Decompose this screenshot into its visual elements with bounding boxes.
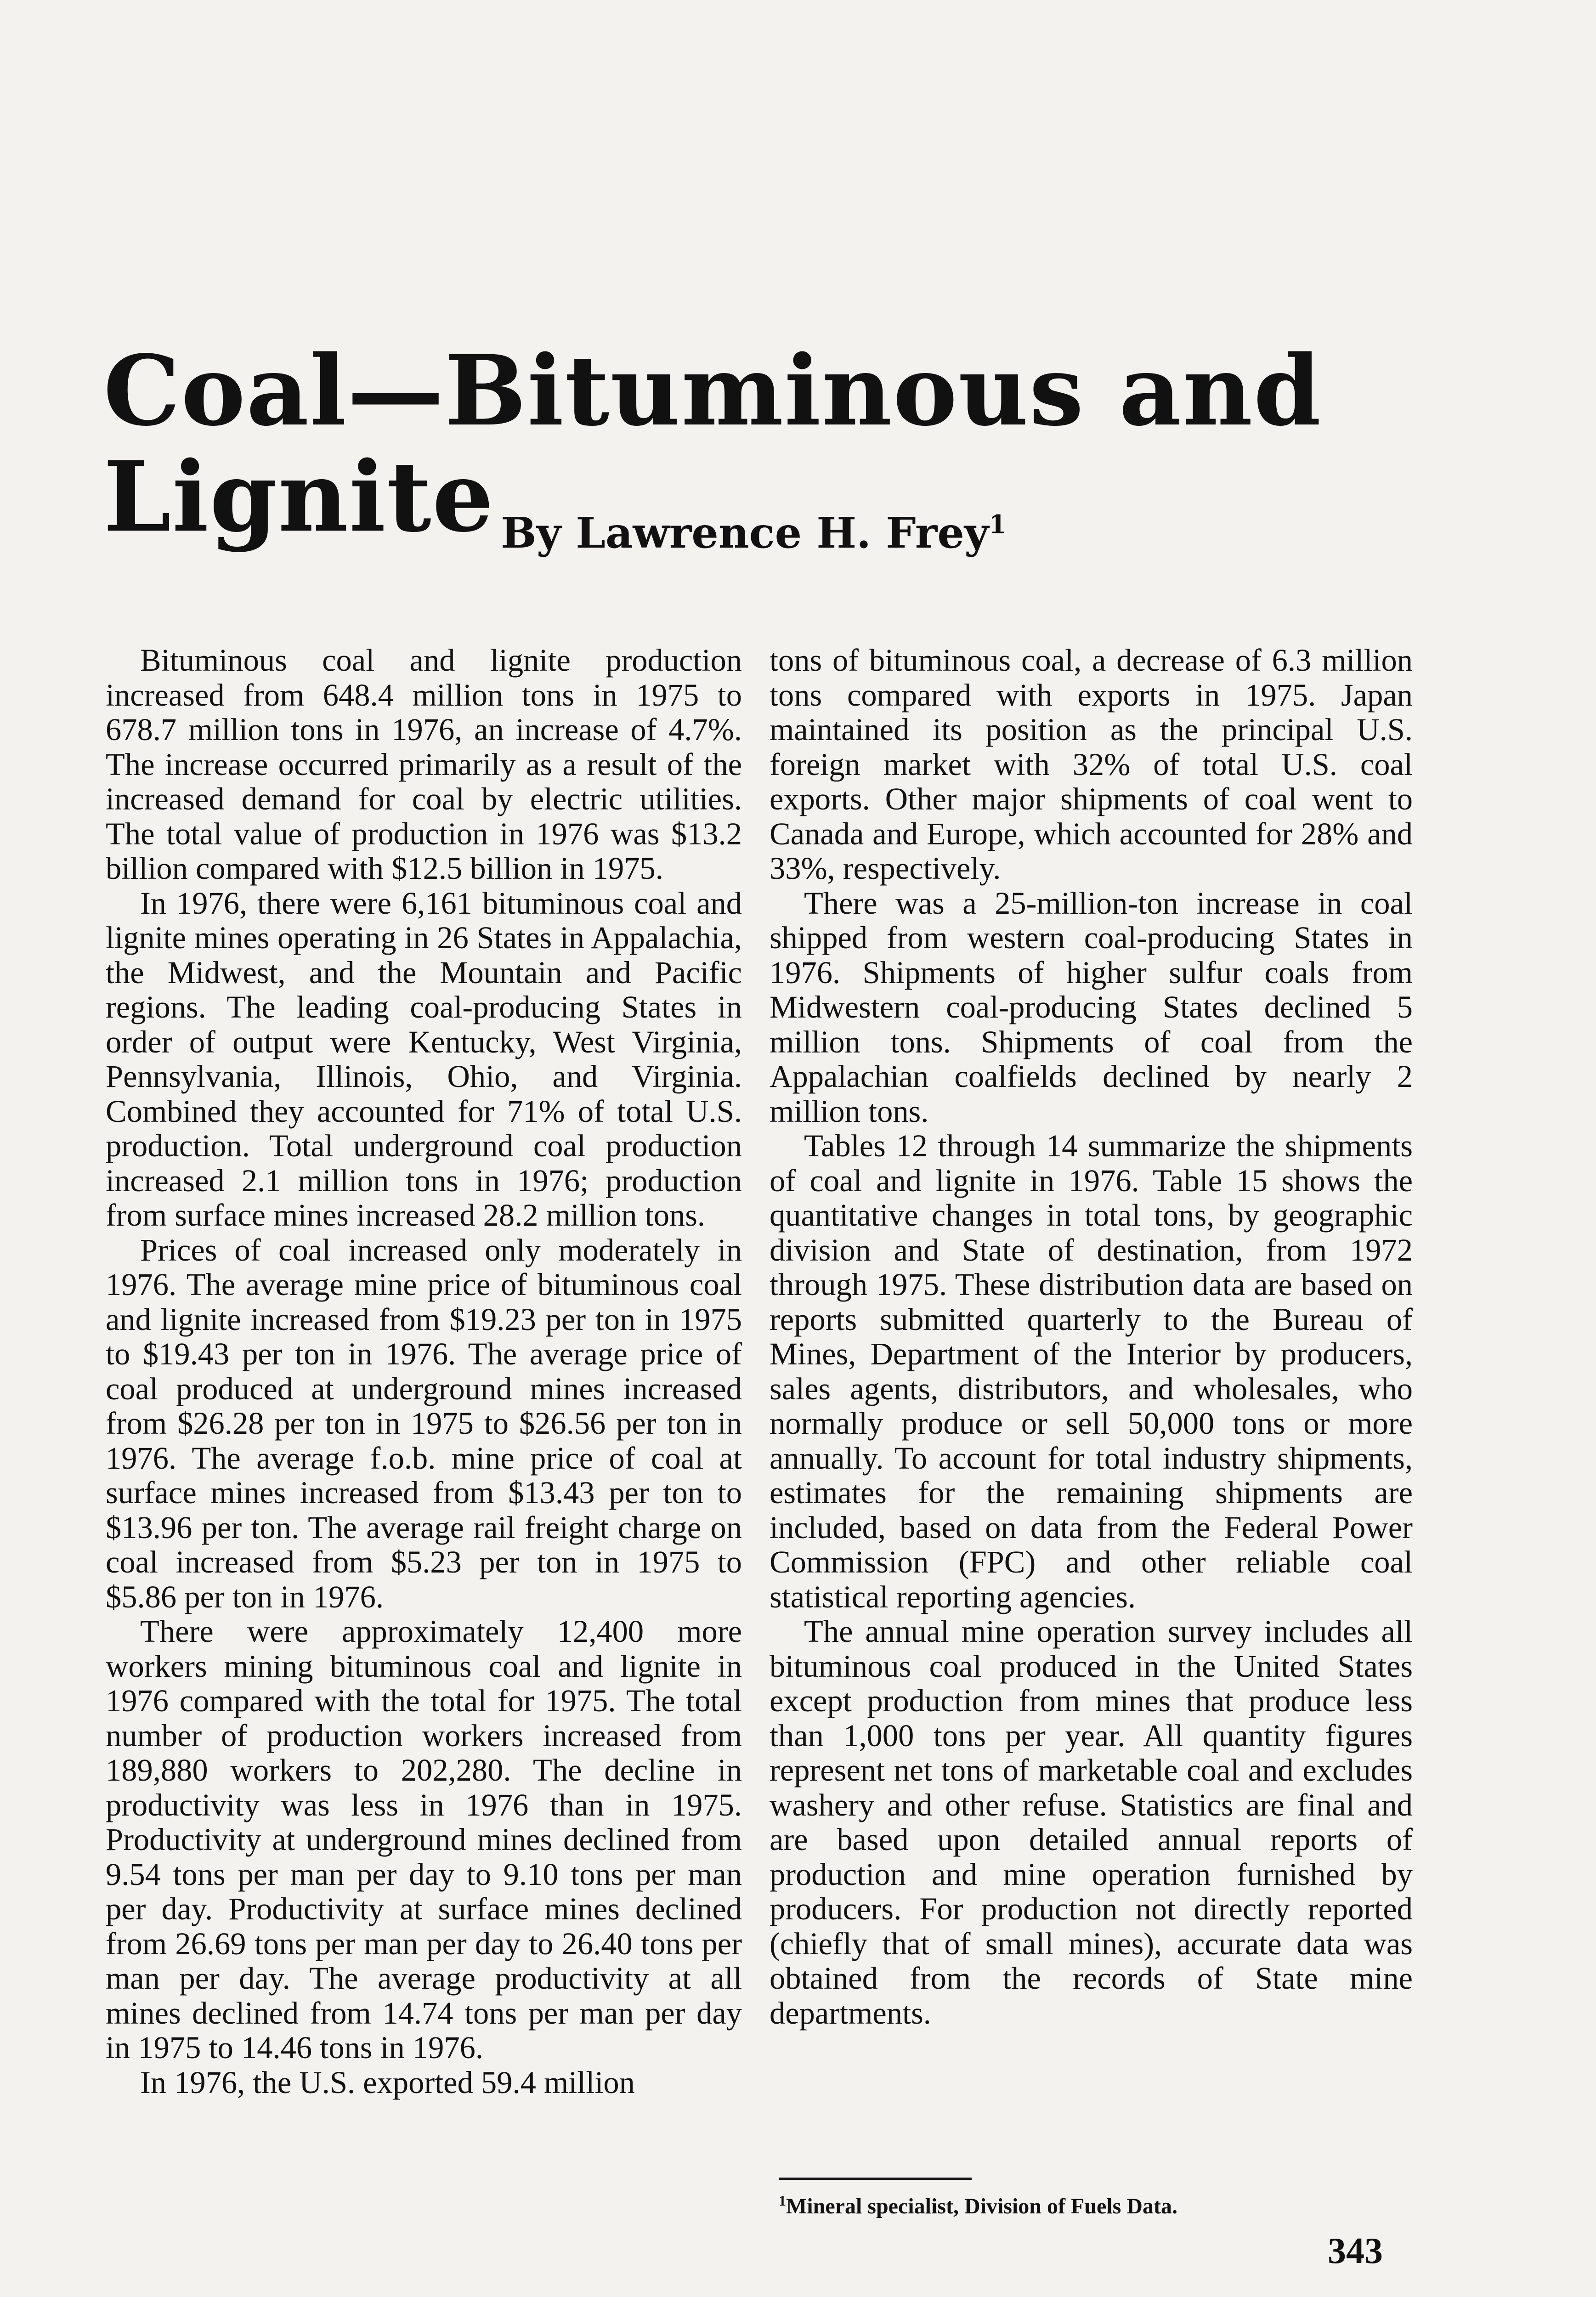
paragraph: The annual mine operation survey includes all bituminous coal produced in the United States except production from mines that produce less than 1,000 tons per year. All quantity figures represent net tons of marketable coal and excludes washery and other refuse. Statistics are final and are based upon detailed annual reports of production and mine operation furnished by producers. For production not directly reported (chiefly that of small mines), accurate data was obtained from the records of State mine departments.: [770, 1614, 1413, 2031]
footnote-text: Mineral specialist, Division of Fuels Data.: [786, 2194, 1177, 2218]
author-footnote-mark: 1: [989, 509, 1007, 539]
paragraph: Bituminous coal and lignite production increased from 648.4 million tons in 1975 to 678.7 million tons in 1976, an increase of 4.7%. The increase occurred primarily as a result of the increased demand for coal by electric utilities. The total value of production in 1976 was $13.2 billion compared with $12.5 billion in 1975.: [106, 643, 742, 886]
author-byline: [501, 508, 1007, 558]
page-title: Coal—Bituminous and Lignite: [103, 334, 1322, 554]
footnote-mark: 1: [779, 2192, 786, 2209]
paragraph-continuation: tons of bituminous coal, a decrease of 6.3 million tons compared with exports in 1975. Japan maintained its position as the principal U.S. foreign market with 32% of total U.S. coal exports. Other major shipments of coal went to Canada and Europe, which accounted for 28% and 33%, respectively.: [770, 643, 1413, 886]
paragraph: There was a 25-million-ton increase in coal shipped from western coal-producing States in 1976. Shipments of higher sulfur coals from Midwestern coal-producing States declined 5 million tons. Shipments of coal from the Appalachian coalfields declined by nearly 2 million tons.: [770, 885, 1413, 1129]
paragraph: In 1976, the U.S. exported 59.4 million: [140, 2065, 635, 2100]
author-name: By Lawrence H. Frey: [501, 508, 989, 558]
footnote-divider: [779, 2178, 972, 2180]
footnote: [779, 2194, 1376, 2219]
paragraph: In 1976, there were 6,161 bituminous coal and lignite mines operating in 26 States in Appalachia, the Midwest, and the Mountain and Pacific regions. The leading coal-producing States in order of output were Kentucky, West Virginia, Pennsylvania, Illinois, Ohio, and Virginia. Combined they accounted for 71% of total U.S. production. Total underground coal production increased 2.1 million tons in 1976; production from surface mines increased 28.2 million tons.: [106, 885, 742, 1233]
page-number: 343: [1328, 2231, 1383, 2271]
paragraph: Tables 12 through 14 summarize the shipments of coal and lignite in 1976. Table 15 shows the quantitative changes in total tons, by geographic division and State of destination, from 1972 through 1975. These distribution data are based on reports submitted quarterly to the Bureau of Mines, Department of the Interior by producers, sales agents, distributors, and wholesales, who normally produce or sell 50,000 tons or more annually. To account for total industry shipments, estimates for the remaining shipments are included, based on data from the Federal Power Commission (FPC) and other reliable coal statistical reporting agencies.: [770, 1128, 1413, 1614]
paragraph: Prices of coal increased only moderately in 1976. The average mine price of bituminous coal and lignite increased from $19.23 per ton in 1975 to $19.43 per ton in 1976. The average price of coal produced at underground mines increased from $26.28 per ton in 1975 to $26.56 per ton in 1976. The average f.o.b. mine price of coal at surface mines increased from $13.43 per ton to $13.96 per ton. The average rail freight charge on coal increased from $5.23 per ton in 1975 to $5.86 per ton in 1976.: [106, 1232, 742, 1614]
right-column: [770, 643, 1413, 2031]
paragraph: There were approximately 12,400 more workers mining bituminous coal and lignite in 1976 compared with the total for 1975. The total number of production workers increased from 189,880 workers to 202,280. The decline in productivity was less in 1976 than in 1975. Productivity at underground mines declined from 9.54 tons per man per day to 9.10 tons per man per day. Productivity at surface mines declined from 26.69 tons per man per day to 26.40 tons per man per day. The average productivity at all mines declined from 14.74 tons per man per day in 1975 to 14.46 tons in 1976.: [106, 1614, 742, 2065]
left-column: [106, 643, 742, 2100]
